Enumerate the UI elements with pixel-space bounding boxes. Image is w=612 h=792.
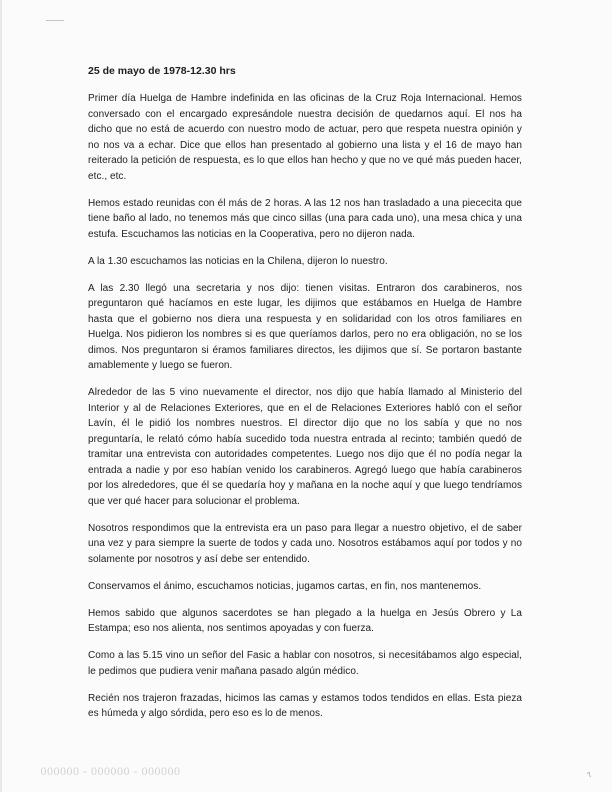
paragraph-2: Hemos estado reunidas con él más de 2 horas. A las 12 nos han trasladado a una piececita que tiene baño al lado, no tenemos más que cinco sillas (una para cada uno), una mesa chica y una estufa. Escuchamos las noticias en la Cooperativa, pero no dijeron nada.	[88, 197, 522, 240]
paragraph-3: A la 1.30 escuchamos las noticias en la Chilena, dijeron lo nuestro.	[88, 255, 388, 267]
paragraph-9: Como a las 5.15 vino un señor del Fasic a hablar con nosotros, si necesitábamos algo especial, le pedimos que pudiera venir mañana pasado algún médico.	[88, 650, 522, 677]
scan-edge	[0, 0, 2, 792]
document-body	[88, 64, 522, 733]
paragraph-5: Alrededor de las 5 vino nuevamente el director, nos dijo que había llamado al Ministerio del Interior y al de Relaciones Exteriores, que en el de Relaciones Exteriores habló con el señor Lavín, él le pidió los nombres nuestros. El director dijo que no los sabía y que no nos preguntaría, le relató cómo había sucedido toda nuestra entrada al recinto; también quedó de tramitar una entrevista con autoridades competentes. Luego nos dijo que él no podía negar la entrada a nadie y por eso habían venido los carabineros. Agregó luego que había carabineros por los alrededores, que él se quedaría hoy y mañana en la noche aquí y que luego tendríamos que ver qué hacer para solucionar el problema.	[88, 387, 522, 507]
scan-artifact	[46, 20, 64, 21]
paragraph-8: Hemos sabido que algunos sacerdotes se han plegado a la huelga en Jesús Obrero y La Estampa; eso nos alienta, nos sentimos apoyadas y con fuerza.	[88, 607, 522, 634]
paragraph-6: Nosotros respondimos que la entrevista era un paso para llegar a nuestro objetivo, el de saber una vez y para siempre la suerte de todos y cada uno. Nosotros estábamos aquí por todos y no solamente por nosotros y así debe ser entendido.	[88, 522, 522, 565]
paragraph-7: Conservamos el ánimo, escuchamos noticias, jugamos cartas, en fin, nos mantenemos.	[88, 580, 482, 592]
paragraph-10: Recién nos trajeron frazadas, hicimos las camas y estamos todos tendidos en ellas. Esta pieza es húmeda y algo sórdida, pero eso es lo de menos.	[88, 692, 522, 719]
mirrored-footer-stamp: 000000 - 000000 - 000000	[40, 764, 180, 778]
page-mark: 7	[586, 771, 594, 780]
document-date-header: 25 de mayo de 1978-12.30 hrs	[88, 65, 236, 77]
paragraph-4: A las 2.30 llegó una secretaria y nos dijo: tienen visitas. Entraron dos carabineros, nos preguntaron qué hacíamos en este lugar, les dijimos que estábamos en Huelga de Hambre hasta que el gobierno nos diera una respuesta y en solidaridad con los otros familiares en Huelga. Nos pidieron los nombres si es que queríamos darlos, pero no era obligación, no se los dimos. Nos preguntaron si éramos familiares directos, les dijimos que sí. Se portaron bastante amablemente y luego se fueron.	[88, 282, 522, 371]
paragraph-1: Primer día Huelga de Hambre indefinida en las oficinas de la Cruz Roja Internacional. Hemos conversado con el encargado expresándole nuestra decisión de quedarnos aquí. El nos ha dicho que no está de acuerdo con nuestro modo de actuar, pero que respeta nuestra opinión y no nos va a echar. Dice que ellos han presentado al gobierno una lista y el 16 de mayo han reiterado la petición de respuesta, es lo que ellos han hecho y que no ve qué más pueden hacer, etc., etc.	[88, 93, 522, 182]
